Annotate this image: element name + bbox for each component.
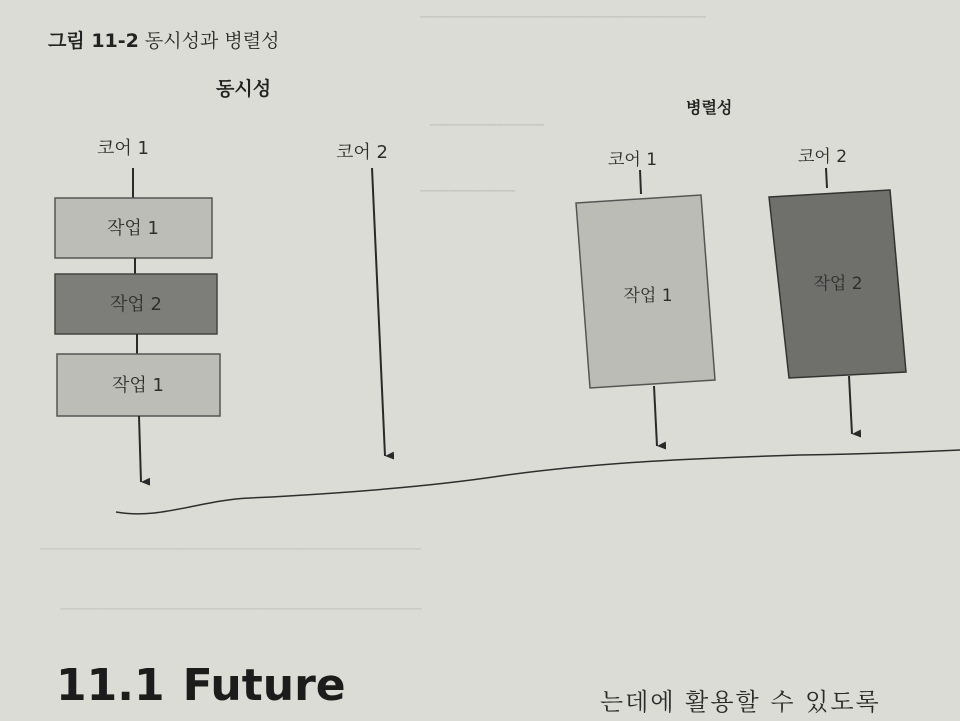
bleed-through-text: ────────── <box>420 182 516 200</box>
section-title-text: Future <box>182 660 346 711</box>
parallelism-core1-line <box>640 170 641 194</box>
bleed-through-text: ────────────────────────────────────── <box>60 600 423 618</box>
concurrency-task2-label: 작업 2 <box>110 294 162 315</box>
section-number: 11.1 <box>56 660 165 711</box>
concurrency-title: 동시성 <box>216 78 272 100</box>
parallelism-core1-label: 코어 1 <box>608 150 658 170</box>
parallelism-core2-line <box>826 168 827 188</box>
bleed-through-text: ──────────── <box>430 116 545 134</box>
bleed-through-text: ──────────────────────────────────────── <box>40 540 422 558</box>
body-text-fragment: 는데에 활용할 수 있도록 <box>600 688 881 716</box>
concurrency-core1-arrow <box>139 416 141 482</box>
concurrency-core2-label: 코어 2 <box>336 142 388 163</box>
concurrency-core1-label: 코어 1 <box>97 138 149 159</box>
parallelism-task2-label: 작업 2 <box>813 274 863 294</box>
figure-caption-text: 동시성과 병렬성 <box>144 30 280 52</box>
bleed-through-text: ────────────────────────────── <box>420 8 706 26</box>
parallelism-core2-label: 코어 2 <box>798 147 848 167</box>
concurrency-task1-label: 작업 1 <box>107 218 159 239</box>
break-line <box>116 450 960 514</box>
section-heading <box>56 660 364 711</box>
parallelism-core1-arrow <box>654 386 657 446</box>
concurrency-core2-arrow <box>372 168 385 456</box>
concurrency-task3-label: 작업 1 <box>112 375 164 396</box>
parallelism-task1-label: 작업 1 <box>623 286 673 306</box>
parallelism-title: 병렬성 <box>686 98 733 117</box>
parallelism-core2-arrow <box>849 376 852 434</box>
figure-caption-number: 그림 11-2 <box>48 30 139 52</box>
